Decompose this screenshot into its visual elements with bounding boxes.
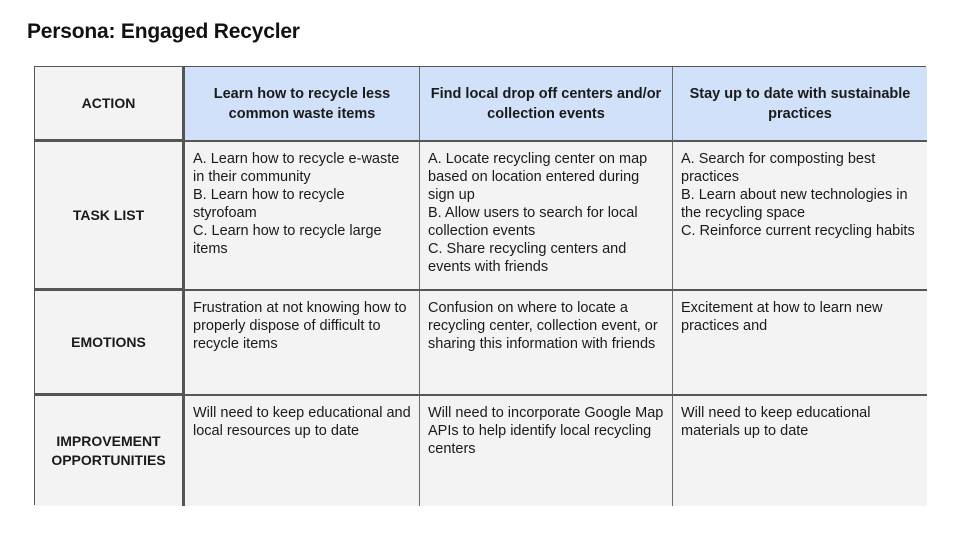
task-item: B. Learn about new technologies in the recycling space (681, 187, 912, 221)
emotions-cell-3 (673, 291, 927, 396)
row-header-improvement: IMPROVEMENT OPPORTUNITIES (35, 396, 185, 506)
row-header-task-list: TASK LIST (35, 142, 185, 291)
task-list-cell-2 (420, 142, 673, 291)
task-item: A. Locate recycling center on map based on location entered during sign up (428, 151, 652, 203)
task-list-cell-1 (185, 142, 420, 291)
task-item: B. Allow users to search for local collection events (428, 205, 642, 239)
row-header-action: ACTION (35, 67, 185, 142)
task-item: C. Learn how to recycle large items (193, 223, 386, 257)
column-header-1: Learn how to recycle less common waste items (185, 67, 420, 142)
task-item: B. Learn how to recycle styrofoam (193, 187, 349, 221)
task-list-cell-3 (673, 142, 927, 291)
task-item: C. Reinforce current recycling habits (681, 223, 915, 239)
row-header-emotions: EMOTIONS (35, 291, 185, 396)
emotions-cell-2 (420, 291, 673, 396)
improvement-text: Will need to keep educational materials up to date (681, 405, 875, 439)
task-item: A. Learn how to recycle e-waste in their community (193, 151, 404, 185)
improvement-cell-3 (673, 396, 927, 506)
emotion-text: Excitement at how to learn new practices and (681, 300, 887, 334)
column-header-3: Stay up to date with sustainable practices (673, 67, 927, 142)
task-item: C. Share recycling centers and events with friends (428, 241, 631, 275)
improvement-cell-1 (185, 396, 420, 506)
improvement-text: Will need to incorporate Google Map APIs to help identify local recycling centers (428, 405, 667, 457)
improvement-text: Will need to keep educational and local resources up to date (193, 405, 415, 439)
persona-table (34, 66, 926, 505)
emotion-text: Frustration at not knowing how to properly dispose of difficult to recycle items (193, 300, 411, 352)
emotion-text: Confusion on where to locate a recycling center, collection event, or sharing this information with friends (428, 300, 662, 352)
page-title: Persona: Engaged Recycler (27, 20, 300, 43)
improvement-cell-2 (420, 396, 673, 506)
task-item: A. Search for composting best practices (681, 151, 880, 185)
emotions-cell-1 (185, 291, 420, 396)
column-header-2: Find local drop off centers and/or collection events (420, 67, 673, 142)
